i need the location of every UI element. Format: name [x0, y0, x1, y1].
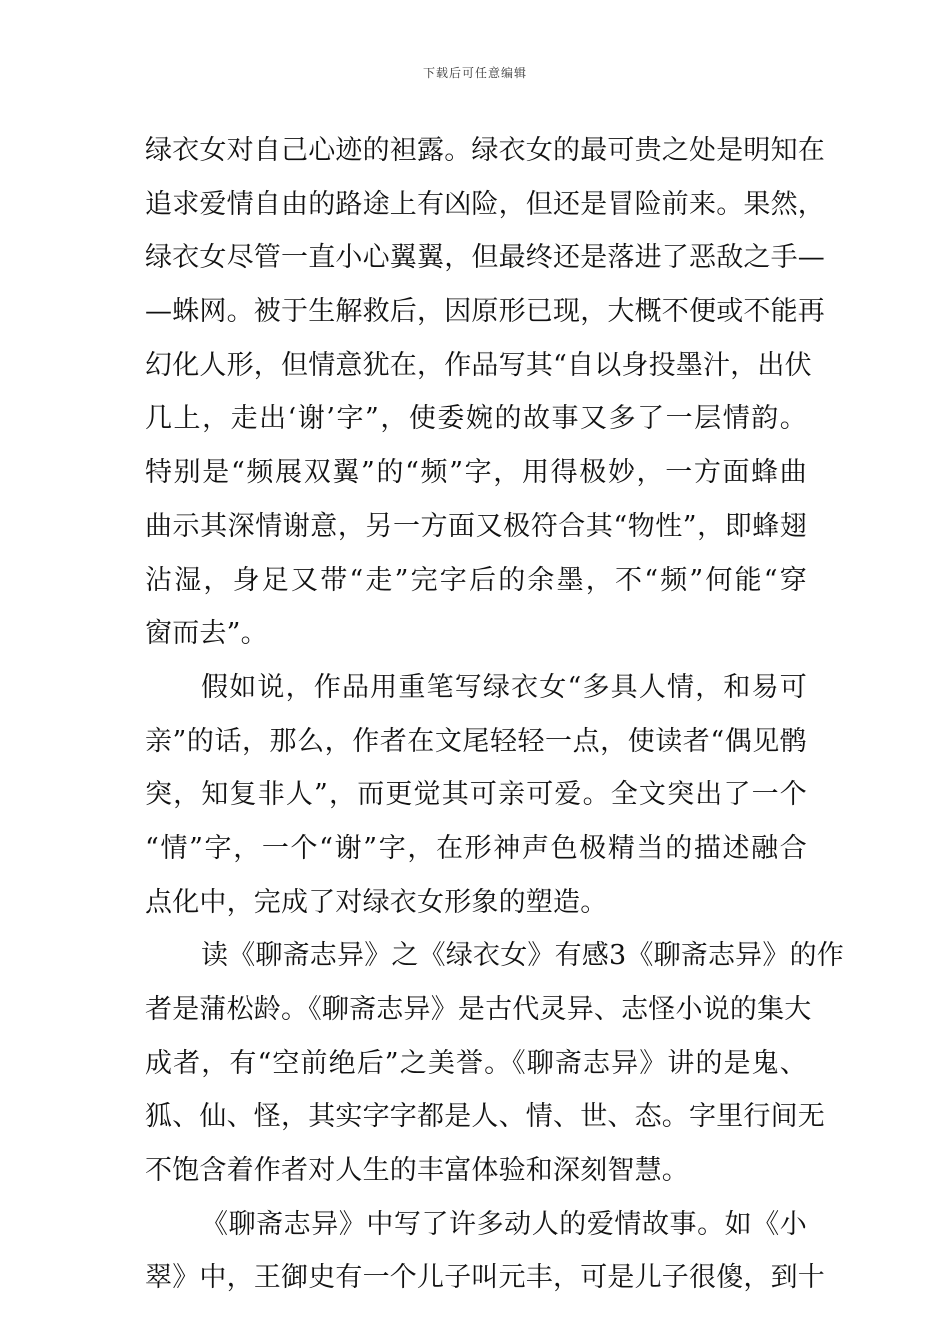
text-line: 亲”的话，那么，作者在文尾轻轻一点，使读者“偶见鹘: [145, 725, 807, 757]
text-line: 绿衣女对自己心迹的袒露。绿衣女的最可贵之处是明知在: [145, 135, 825, 166]
text-line: 几上，走出‘谢’字”，使委婉的故事又多了一层情韵。: [145, 403, 807, 435]
text-line: 狐、仙、怪，其实字字都是人、情、世、态。字里行间无: [145, 1101, 825, 1133]
text-line: 成者，有“空前绝后”之美誉。《聊斋志异》讲的是鬼、: [145, 1047, 807, 1079]
text-line: “情”字，一个“谢”字，在形神声色极精当的描述融合: [145, 832, 807, 864]
paragraph-first-line: 假如说，作品用重笔写绿衣女“多具人情，和易可: [201, 671, 807, 703]
text-line: 沾湿，身足又带“走”完字后的余墨，不“频”何能“穿: [145, 564, 807, 596]
text-line: 翠》中，王御史有一个儿子叫元丰，可是儿子很傻，到十: [145, 1262, 825, 1294]
text-line: 曲示其深情谢意，另一方面又极符合其“物性”，即蜂翅: [145, 510, 807, 542]
text-line: 突，知复非人”，而更觉其可亲可爱。全文突出了一个: [145, 779, 807, 811]
text-line: 幻化人形，但情意犹在，作品写其“自以身投墨汁，出伏: [145, 349, 812, 381]
paragraph-first-line: 《聊斋志异》中写了许多动人的爱情故事。如《小: [201, 1208, 807, 1240]
text-line: 者是蒲松龄。《聊斋志异》是古代灵异、志怪小说的集大: [145, 994, 812, 1025]
document-body: [145, 124, 844, 1305]
text-line: 窗而去”。: [145, 618, 268, 650]
page-header: 下载后可任意编辑: [422, 66, 527, 80]
text-line: 绿衣女尽管一直小心翼翼，但最终还是落进了恶敌之手—: [145, 242, 825, 274]
paragraph-first-line: 读《聊斋志异》之《绿衣女》有感3《聊斋志异》的作: [201, 940, 844, 972]
text-line: 特别是“频展双翼”的“频”字，用得极妙，一方面蜂曲: [145, 457, 807, 489]
text-line: —蛛网。被于生解救后，因原形已现，大概不便或不能再: [145, 296, 825, 328]
text-line: 不饱含着作者对人生的丰富体验和深刻智慧。: [145, 1155, 689, 1187]
text-line: 点化中，完成了对绿衣女形象的塑造。: [145, 886, 608, 918]
text-line: 追求爱情自由的路途上有凶险，但还是冒险前来。果然，: [145, 188, 825, 220]
